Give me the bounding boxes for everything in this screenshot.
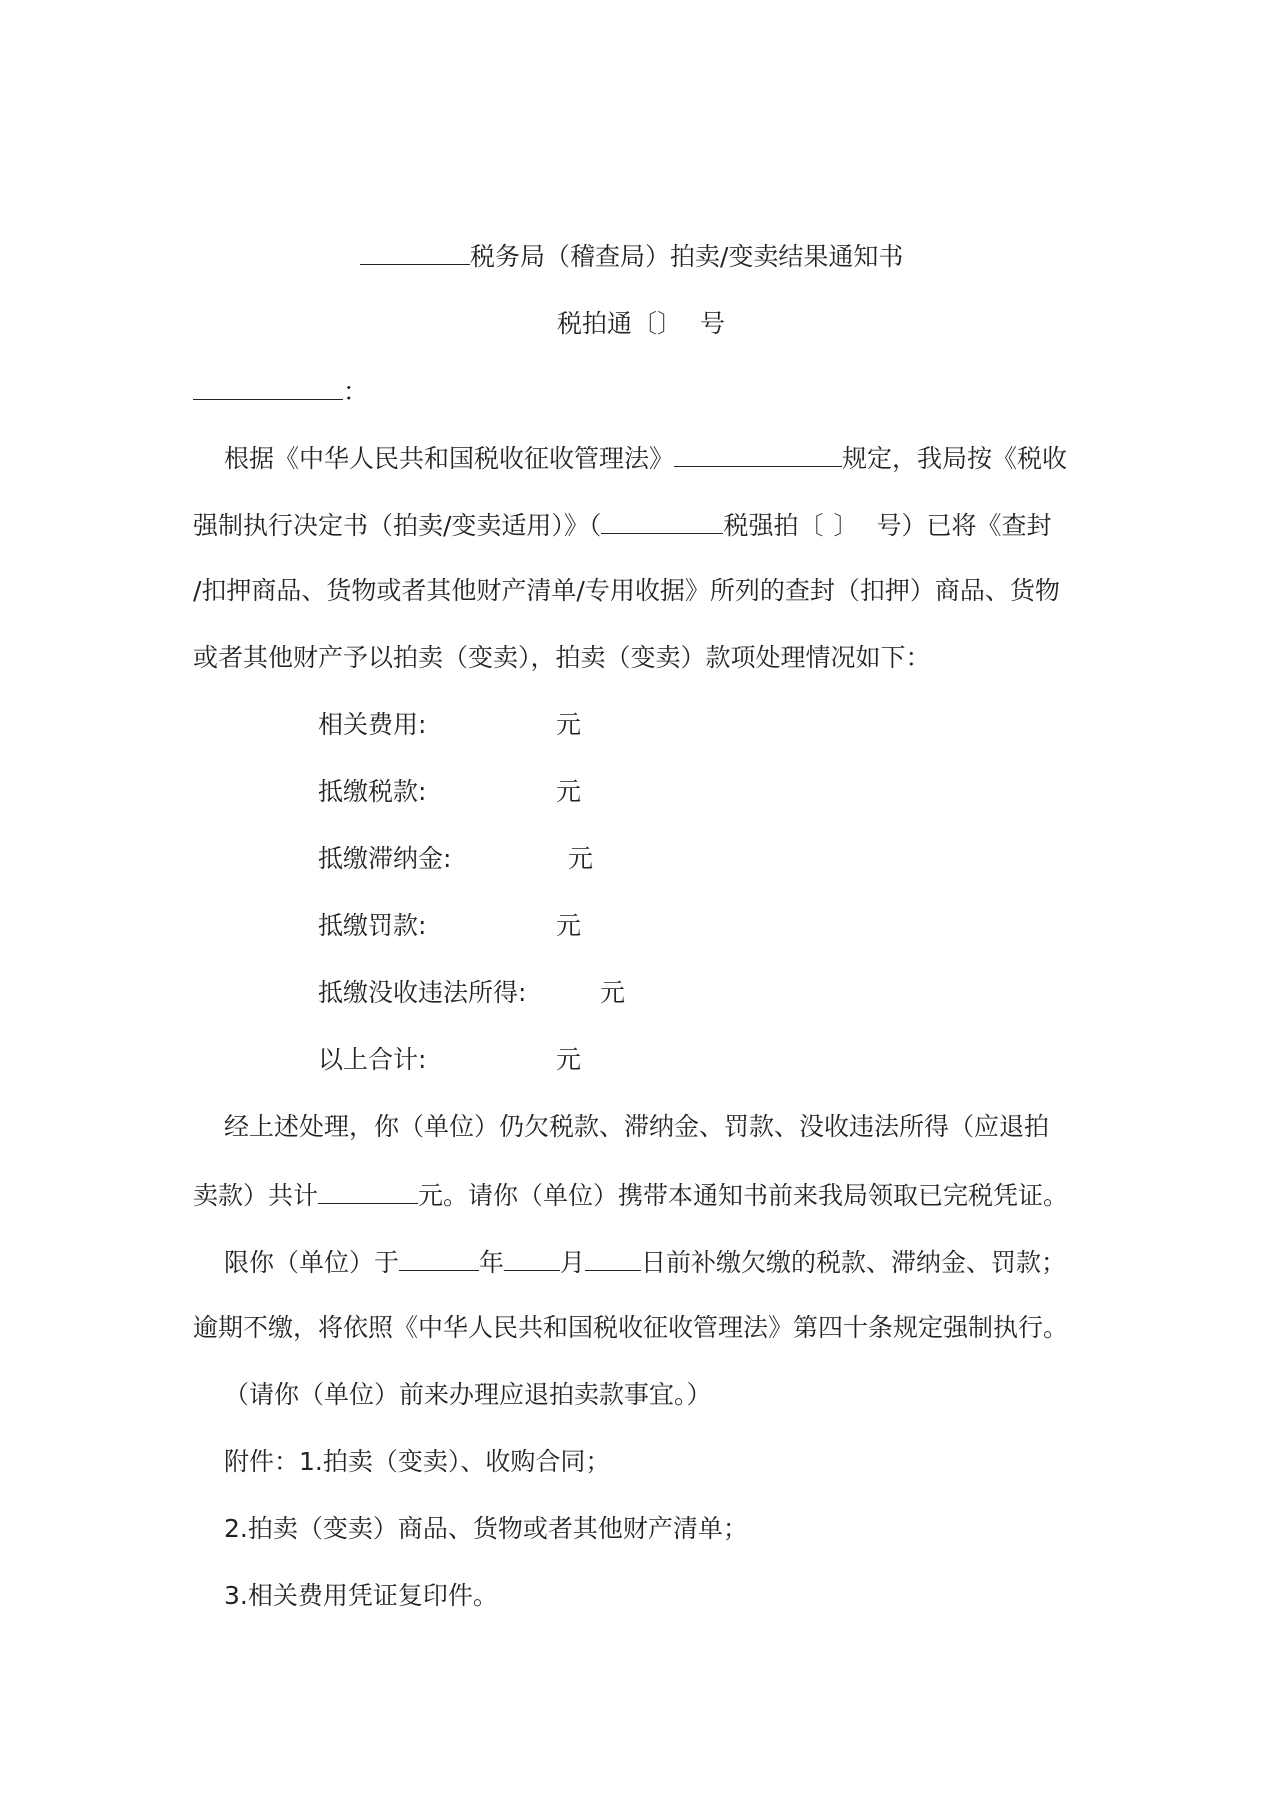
p3-l1-b: 日前补缴欠缴的税款、滞纳金、罚款； bbox=[641, 1248, 1067, 1277]
p1-l2-c: 〕 bbox=[833, 511, 859, 540]
attachment-3: 3.相关费用凭证复印件。 bbox=[224, 1581, 498, 1610]
law-article-blank[interactable] bbox=[674, 440, 842, 467]
p1-l2-d: 号）已将《查封 bbox=[876, 511, 1052, 540]
doc-number-suffix: 号 bbox=[700, 309, 726, 338]
fee-unit: 元 bbox=[556, 710, 582, 739]
addressee-colon: ： bbox=[343, 377, 369, 406]
document-number bbox=[557, 306, 725, 341]
fee-unit: 元 bbox=[556, 911, 582, 940]
body-p3-line2: 逾期不缴，将依照《中华人民共和国税收征收管理法》第四十条规定强制执行。 bbox=[193, 1313, 1069, 1342]
fee-unit: 元 bbox=[600, 978, 626, 1007]
addressee-line bbox=[193, 373, 368, 409]
p3-l1-a: 限你（单位）于 bbox=[224, 1248, 400, 1277]
title-text: 税务局（稽查局）拍卖/变卖结果通知书 bbox=[470, 242, 904, 271]
decision-issuer-blank[interactable] bbox=[601, 507, 723, 534]
fee-unit: 元 bbox=[556, 1045, 582, 1074]
fee-unit: 元 bbox=[556, 777, 582, 806]
p1-l2-b: 税强拍〔 bbox=[723, 511, 824, 540]
body-p4: （请你（单位）前来办理应退拍卖款事宜。） bbox=[224, 1380, 712, 1409]
fee-label: 相关费用: bbox=[318, 710, 427, 739]
fee-label: 以上合计: bbox=[318, 1045, 427, 1074]
p1-l1-a: 根据《中华人民共和国税收征收管理法》 bbox=[224, 444, 675, 473]
deadline-day-blank[interactable] bbox=[585, 1244, 641, 1271]
body-p2-line2 bbox=[193, 1177, 1068, 1213]
fee-label: 抵缴没收违法所得: bbox=[318, 978, 527, 1007]
deadline-year-blank[interactable] bbox=[399, 1244, 479, 1271]
body-p1-line3: /扣押商品、货物或者其他财产清单/专用收据》所列的查封（扣押）商品、货物 bbox=[193, 576, 1060, 605]
p1-l1-b: 规定，我局按《税收 bbox=[842, 444, 1068, 473]
attachment-2: 2.拍卖（变卖）商品、货物或者其他财产清单； bbox=[224, 1514, 748, 1543]
fee-label: 抵缴滞纳金: bbox=[318, 844, 452, 873]
p3-year: 年 bbox=[479, 1248, 505, 1277]
p2-l2-b: 元。请你（单位）携带本通知书前来我局领取已完税凭证。 bbox=[418, 1181, 1069, 1210]
body-p1-line2 bbox=[193, 507, 1051, 543]
attachment-1: 附件：1.拍卖（变卖）、收购合同； bbox=[224, 1447, 611, 1476]
body-p1-line1 bbox=[224, 440, 1067, 476]
deadline-month-blank[interactable] bbox=[504, 1244, 560, 1271]
fee-label: 抵缴税款: bbox=[318, 777, 427, 806]
fee-label: 抵缴罚款: bbox=[318, 911, 427, 940]
issuer-blank[interactable] bbox=[360, 238, 470, 265]
body-p2-line1: 经上述处理，你（单位）仍欠税款、滞纳金、罚款、没收违法所得（应退拍 bbox=[224, 1112, 1050, 1141]
document-title bbox=[360, 238, 903, 274]
p3-month: 月 bbox=[560, 1248, 586, 1277]
p1-l2-a: 强制执行决定书（拍卖/变卖适用）》（ bbox=[193, 511, 602, 540]
doc-number-middle: 〕 bbox=[657, 309, 683, 338]
p2-l2-a: 卖款）共计 bbox=[193, 1181, 319, 1210]
addressee-blank[interactable] bbox=[193, 373, 343, 400]
body-p1-line4: 或者其他财产予以拍卖（变卖），拍卖（变卖）款项处理情况如下： bbox=[193, 643, 931, 672]
doc-number-prefix: 税拍通〔 bbox=[557, 309, 658, 338]
body-p3-line1 bbox=[224, 1244, 1066, 1280]
amount-owed-blank[interactable] bbox=[318, 1177, 418, 1204]
fee-unit: 元 bbox=[568, 844, 594, 873]
